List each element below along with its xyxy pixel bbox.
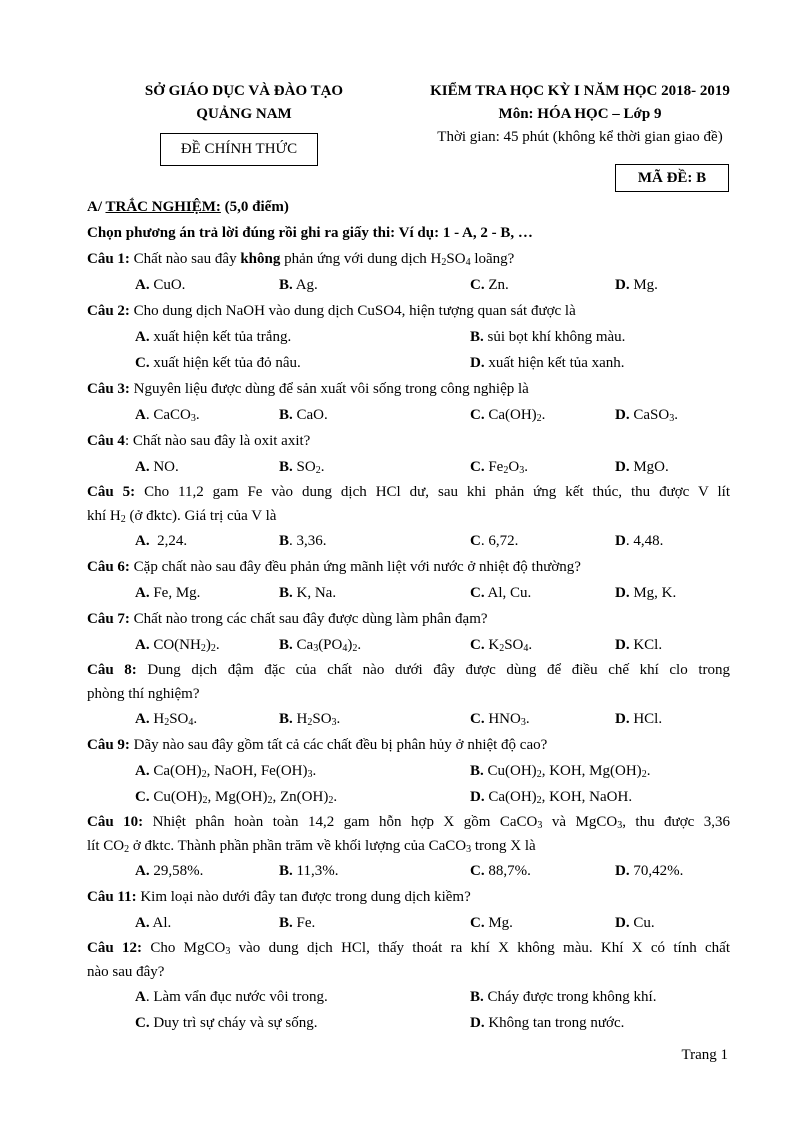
question-3: Câu 3: Nguyên liệu được dùng để sản xuất vôi sống trong công nghiệp là: [87, 381, 529, 397]
option-a: A. $CO(NH_2)_2$.: [135, 637, 220, 654]
question-7: Câu 7: Chất nào trong các chất sau đây được dùng làm phân đạm?: [87, 611, 488, 627]
question-12-options-row2: [87, 1010, 730, 1036]
option-b: B. 11,3%.: [279, 863, 339, 879]
option-a: A. Al.: [135, 915, 172, 931]
option-c: C. $K_2SO_4$.: [470, 637, 533, 654]
option-c: C. $Fe_2O_3$.: [470, 459, 528, 476]
option-d: D. MgO.: [615, 459, 669, 475]
option-a: A. Làm vẩn đục nước vôi trong.: [135, 989, 328, 1005]
question-6: Câu 6: Cặp chất nào sau đây đều phản ứng mãnh liệt với nước ở nhiệt độ thường?: [87, 559, 581, 575]
province-name: QUẢNG NAM: [196, 106, 292, 122]
question-9: Câu 9: Dãy nào sau đây gồm tất cả các chất đều bị phân hủy ở nhiệt độ cao?: [87, 737, 548, 753]
option-a: A. CuO.: [135, 277, 186, 293]
option-c: C. 6,72.: [470, 533, 519, 549]
question-1: Câu 1: Chất nào sau đây không phản ứng với dung dịch $H_2SO_4$ loãng?: [87, 251, 515, 268]
question-6-options: [87, 580, 730, 606]
option-b: B. $SO_2$.: [279, 459, 325, 476]
question-2-options-row2: [87, 350, 730, 376]
department-header: [120, 80, 368, 126]
exam-time: Thời gian: 45 phút (không kể thời gian giao đề): [437, 129, 723, 145]
question-9-options-row1: [87, 758, 730, 784]
option-d: D. $Ca(OH)_2$, KOH, NaOH.: [470, 789, 633, 806]
option-b: B. 3,36.: [279, 533, 327, 549]
option-b: B. CaO.: [279, 407, 328, 423]
question-11: Câu 11: Kim loại nào dưới đây tan được trong dung dịch kiềm?: [87, 889, 471, 905]
exam-subject: Môn: HÓA HỌC – Lớp 9: [498, 106, 662, 122]
option-a: A. Fe, Mg.: [135, 585, 201, 601]
option-d: D. Cu.: [615, 915, 655, 931]
exam-header: [405, 80, 755, 149]
option-c: C. Al, Cu.: [470, 585, 532, 601]
option-b: B. K, Na.: [279, 585, 337, 601]
question-12-cont: nào sau đây?: [87, 964, 165, 980]
option-a: A. NO.: [135, 459, 179, 475]
option-a: A. $Ca(OH)_2$, NaOH, $Fe(OH)_3$.: [135, 763, 317, 780]
option-b: B. $H_2SO_3$.: [279, 711, 341, 728]
option-d: D. Không tan trong nước.: [470, 1015, 625, 1031]
question-2: Câu 2: Cho dung dịch NaOH vào dung dịch CuSO4, hiện tượng quan sát được là: [87, 303, 576, 319]
option-a: A. CaCO$_3$.: [135, 407, 200, 424]
question-9-options-row2: [87, 784, 730, 810]
option-c: C. Mg.: [470, 915, 513, 931]
question-5: Câu 5: Cho 11,2 gam Fe vào dung dịch HCl dư, sau khi phản ứng kết thúc, thu được V lít: [87, 484, 731, 500]
option-c: C. Duy trì sự cháy và sự sống.: [135, 1015, 318, 1031]
option-d: D. HCl.: [615, 711, 663, 727]
question-2-options-row1: [87, 324, 730, 350]
option-a: A. xuất hiện kết tủa trắng.: [135, 329, 292, 345]
question-10-options: [87, 858, 730, 884]
question-10: Câu 10: Nhiệt phân hoàn toàn 14,2 gam hỗn hợp X gồm CaCO$_3$ và MgCO$_3$, thu được 3,36: [87, 814, 731, 831]
department-name: SỞ GIÁO DỤC VÀ ĐÀO TẠO: [144, 83, 344, 99]
exam-code-box: MÃ ĐỀ: B: [615, 164, 729, 192]
question-5-cont: khí $H_2$ (ở đktc). Giá trị của V là: [87, 508, 277, 525]
exam-content: [87, 194, 730, 1036]
page-number: Trang 1: [681, 1047, 728, 1063]
option-b: B. $Ca_3(PO_4)_2$.: [279, 637, 362, 654]
section-heading: A/ TRẮC NGHIỆM: (5,0 điểm): [87, 199, 289, 215]
option-b: B. $Cu(OH)_2$, KOH, $Mg(OH)_2$.: [470, 763, 651, 780]
section-instruction: Chọn phương án trả lời đúng rồi ghi ra giấy thi: Ví dụ: 1 - A, 2 - B, …: [87, 225, 533, 241]
option-b: B. sủi bọt khí không màu.: [470, 329, 626, 345]
option-c: C. xuất hiện kết tủa đỏ nâu.: [135, 355, 301, 371]
question-11-options: [87, 910, 730, 936]
option-d: D. 70,42%.: [615, 863, 684, 879]
option-b: B. Cháy được trong không khí.: [470, 989, 657, 1005]
option-d: D. xuất hiện kết tủa xanh.: [470, 355, 625, 371]
question-10-cont: lít $CO_2$ ở đktc. Thành phần phần trăm về khối lượng của CaCO$_3$ trong X là: [87, 838, 536, 855]
question-3-options: [87, 402, 730, 428]
question-7-options: [87, 632, 730, 658]
option-c: C. $HNO_3$.: [470, 711, 530, 728]
question-8: Câu 8: Dung dịch đậm đặc của chất nào dưới đây được dùng để điều chế khí clo trong: [87, 662, 730, 678]
exam-title: KIỂM TRA HỌC KỲ I NĂM HỌC 2018- 2019: [430, 83, 730, 99]
question-5-options: [87, 528, 730, 554]
question-4-options: [87, 454, 730, 480]
section-title: TRẮC NGHIỆM:: [105, 199, 221, 215]
option-b: B. Ag.: [279, 277, 318, 293]
option-c: C. Zn.: [470, 277, 509, 293]
option-a: A. 2,24.: [135, 533, 188, 549]
question-1-options: [87, 272, 730, 298]
option-d: D. KCl.: [615, 637, 663, 653]
question-4: Câu 4: Chất nào sau đây là oxit axit?: [87, 433, 311, 449]
option-d: D. 4,48.: [615, 533, 664, 549]
option-d: D. Mg.: [615, 277, 658, 293]
question-8-cont: phòng thí nghiệm?: [87, 686, 200, 702]
question-8-options: [87, 706, 730, 732]
question-12: Câu 12: Cho MgCO$_3$ vào dung dịch HCl, thấy thoát ra khí X không màu. Khí X có tính chất: [87, 940, 731, 957]
option-c: C. $Cu(OH)_2$, $Mg(OH)_2$, $Zn(OH)_2$.: [135, 789, 338, 806]
official-exam-box: ĐỀ CHÍNH THỨC: [160, 133, 318, 166]
option-c: C. $Ca(OH)_2$.: [470, 407, 546, 424]
option-a: A. $H_2SO_4$.: [135, 711, 198, 728]
option-a: A. 29,58%.: [135, 863, 204, 879]
option-d: D. CaSO$_3$.: [615, 407, 678, 424]
option-d: D. Mg, K.: [615, 585, 677, 601]
option-b: B. Fe.: [279, 915, 316, 931]
option-c: C. 88,7%.: [470, 863, 531, 879]
question-12-options-row1: [87, 984, 730, 1010]
